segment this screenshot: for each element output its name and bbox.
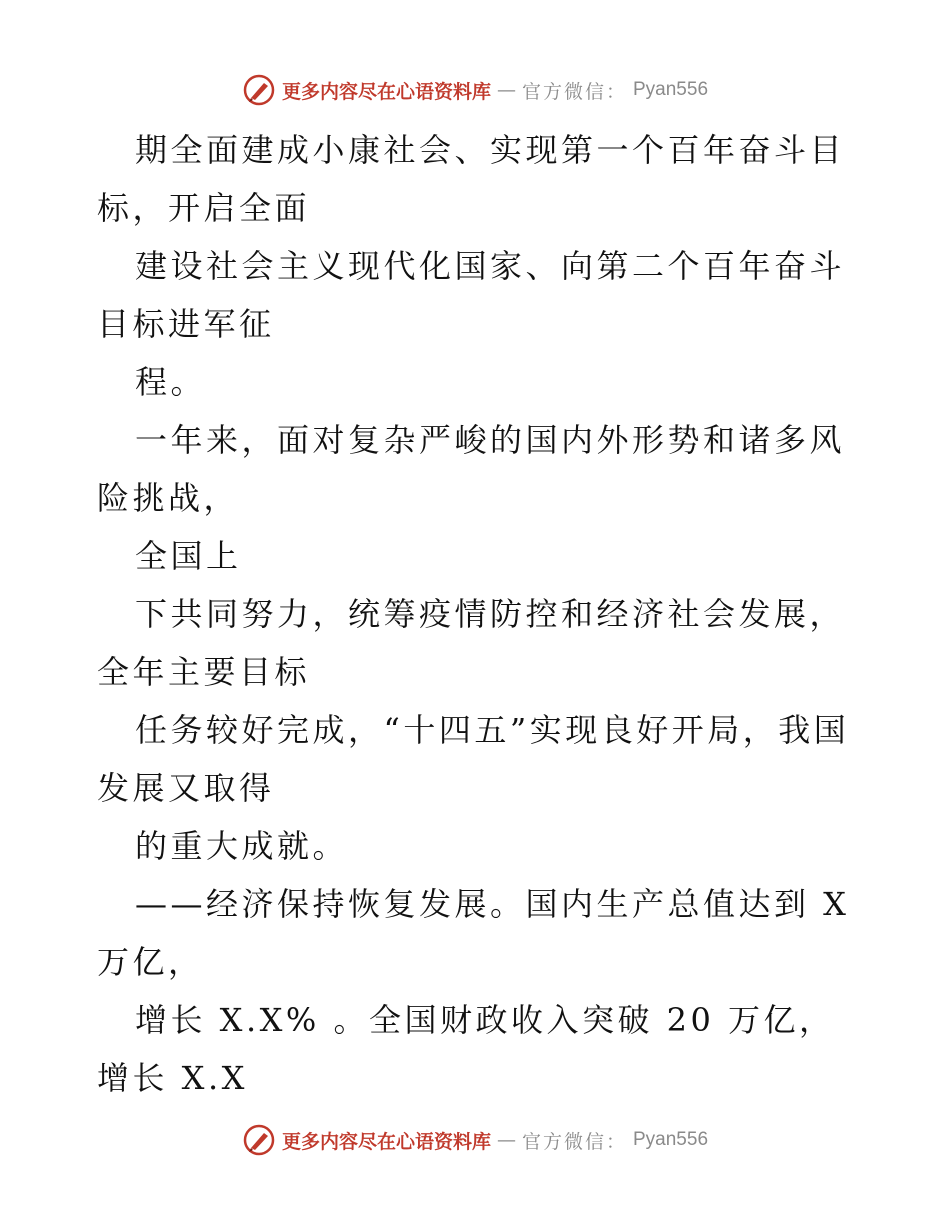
account-label: 官方微信： [521,80,627,103]
pen-logo-icon [242,73,276,107]
banner-separator: — [496,1129,516,1151]
paragraph: ——经济保持恢复发展。国内生产总值达到 X 万亿， [97,885,850,981]
header-watermark-banner [0,70,950,110]
paragraph: 任务较好完成，“十四五”实现良好开局，我国发展又取得 [97,711,850,807]
brand-text: 更多内容尽在心语资料库 [281,80,491,103]
banner-separator: — [496,79,516,101]
paragraph: 建设社会主义现代化国家、向第二个百年奋斗目标进军征 [97,247,846,343]
paragraph: 程。 [135,363,207,401]
paragraph: 期全面建成小康社会、实现第一个百年奋斗目标，开启全面 [97,131,846,227]
account-label: 官方微信： [521,1130,627,1153]
footer-watermark-banner [0,1120,950,1160]
brand-text: 更多内容尽在心语资料库 [281,1130,491,1153]
wechat-id: Pyan556 [633,1129,709,1150]
paragraph: 一年来，面对复杂严峻的国内外形势和诸多风险挑战， [97,421,846,517]
wechat-id: Pyan556 [633,79,709,100]
pen-logo-icon [242,1123,276,1157]
paragraph: 全国上 [135,537,242,575]
paragraph: 下共同努力，统筹疫情防控和经济社会发展，全年主要目标 [97,595,846,691]
document-body [97,121,857,1107]
paragraph: 增长 X.X% 。全国财政收入突破 20 万亿，增长 X.X [97,1001,835,1097]
paragraph: 的重大成就。 [135,827,349,865]
